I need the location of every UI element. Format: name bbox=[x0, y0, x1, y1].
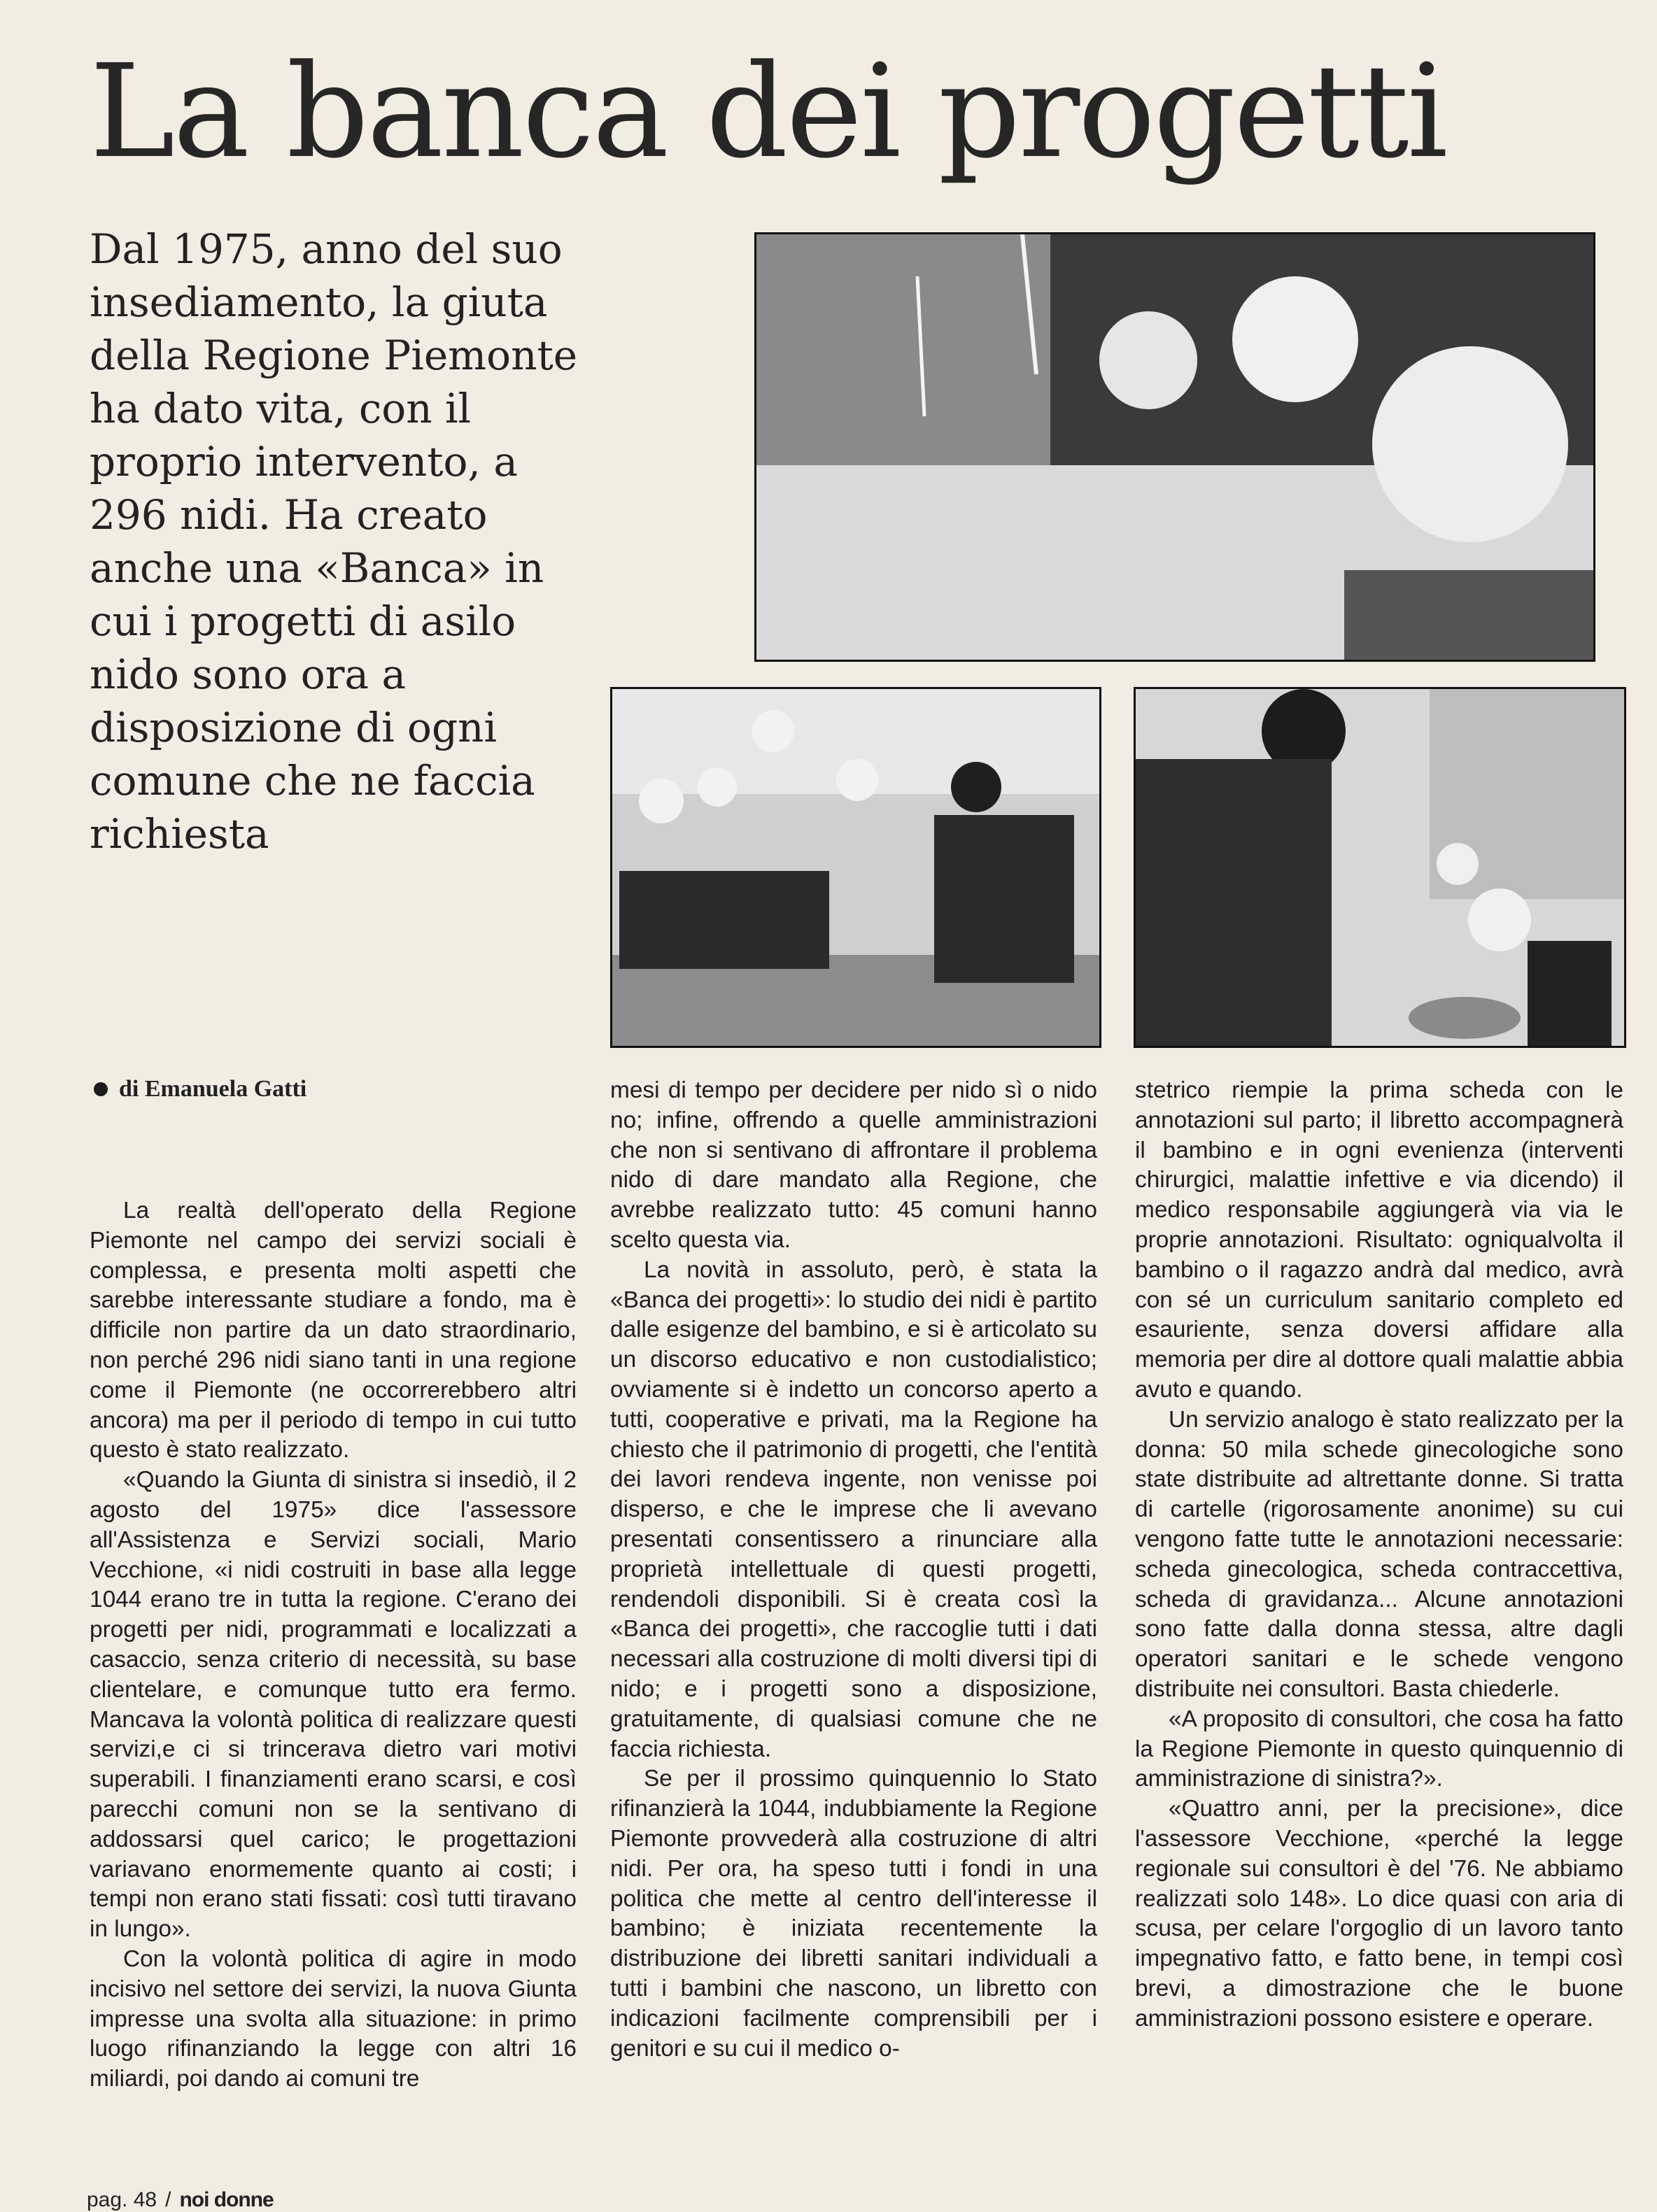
paragraph: La novità in assoluto, però, è stata la «Banca dei progetti»: lo studio dei nidi è partito dalle esigenze del bambino, e si è articolato su un discorso educativo e non custodialistico; ovviamente si è indetto un concorso aperto a tutti, cooperative e privati, ma la Regione ha chiesto che il patrimonio di progetti, che l'entità dei lavori rendeva ingente, non venisse poi disperso, e che le imprese che li avevano presentati consentissero a rinunciare alla proprietà intellettuale di questi progetti, rendendoli disponibili. Si è creata così la «Banca dei progetti», che raccoglie tutti i dati necessari alla costruzione di molti diversi tipi di nido; e i progetti sono a disposizione, gratuitamente, di qualsiasi comune che ne faccia richiesta. bbox=[610, 1256, 1097, 1762]
text-column-2 bbox=[610, 1076, 1097, 2064]
byline bbox=[94, 1076, 306, 1103]
paragraph: Se per il prossimo quinquennio lo Stato rifinanzierà la 1044, indubbiamente la Regione Piemonte provvederà alla costruzione di altri nidi. Per ora, ha speso tutti i fondi in una politica che mette al centro dell'interesse il bambino; è iniziata recentemente la distribuzione dei libretti sanitari individuali a tutti i bambini che nascono, un libretto con indicazioni facilmente comprensibili per i genitori e su cui il medico o- bbox=[610, 1766, 1097, 2062]
page-number: pag. 48 bbox=[87, 2188, 157, 2211]
bullet-icon bbox=[94, 1082, 108, 1096]
photo-children-with-teacher bbox=[610, 687, 1101, 1048]
photo-children-eating bbox=[1134, 687, 1626, 1048]
text-column-1 bbox=[90, 1196, 577, 2094]
magazine-name: noi donne bbox=[179, 2188, 274, 2211]
article-title: La banca dei progetti bbox=[90, 37, 1446, 187]
paragraph: Con la volontà politica di agire in modo incisivo nel settore dei servizi, la nuova Giunta impresse una svolta alla situazione: in primo luogo rifinanziando la legge con altri 16 miliardi, poi dando ai comuni tre bbox=[90, 1945, 577, 2092]
paragraph: Un servizio analogo è stato realizzato per la donna: 50 mila schede ginecologiche sono state distribuite ad altrettante donne. Si tratta di cartelle (rigorosamente anonime) su cui vengono fatte tutte le annotazioni necessarie: scheda ginecologica, scheda contraccettiva, scheda di gravidanza... Alcune annotazioni sono fatte dalla donna stessa, altre dagli operatori sanitari e le schede vengono distribuite nei consultori. Basta chiederle. bbox=[1135, 1406, 1623, 1702]
article-lead: Dal 1975, anno del suo insediamento, la giuta della Regione Piemonte ha dato vita, con il proprio intervento, a 296 nidi. Ha creato anche una «Banca» in cui i progetti di asilo nido sono ora a disposizione di ogni comune che ne faccia richiesta bbox=[90, 225, 578, 858]
paragraph: stetrico riempie la prima scheda con le annotazioni sul parto; il libretto accompagnerà il bambino e in ogni evenienza (interventi chirurgici, malattie infettive e via dicendo) il medico responsabile aggiungerà via via le proprie annotazioni. Risultato: ogniqualvolta il bambino o il ragazzo andrà dal medico, avrà con sé un curriculum sanitario completo ed esauriente, senza doversi affidare alla memoria per dire al dottore quali malattie abbia avuto e quando. bbox=[1135, 1077, 1623, 1403]
text-column-3 bbox=[1135, 1076, 1623, 2034]
author-name: di Emanuela Gatti bbox=[119, 1076, 307, 1102]
paragraph: «Quattro anni, per la precisione», dice l'assessore Vecchione, «perché la legge regionale sui consultori è del '76. Ne abbiamo realizzati solo 148». Lo dice quasi con aria di scusa, per celare l'orgoglio di un lavoro tanto impegnativo fatto, e fatto bene, in tempi così brevi, a dimostrazione che le buone amministrazioni possono esistere e operare. bbox=[1135, 1796, 1623, 2032]
paragraph: La realtà dell'operato della Regione Piemonte nel campo dei servizi sociali è complessa, e presenta molti aspetti che sarebbe interessante studiare a fondo, ma è difficile non partire da un dato straordinario, non perché 296 nidi siano tanti in una regione come il Piemonte (ne occorrerebbero altri ancora) ma per il periodo di tempo in cui tutto questo è stato realizzato. bbox=[90, 1198, 577, 1463]
paragraph: mesi di tempo per decidere per nido sì o nido no; infine, offrendo a quelle amministrazioni che non si sentivano di affrontare il problema nido di dare mandato alla Regione, che avrebbe realizzato tutto: 45 comuni hanno scelto questa via. bbox=[610, 1077, 1097, 1253]
footer-separator: / bbox=[165, 2188, 171, 2211]
photo-children-brushing-teeth bbox=[754, 232, 1595, 662]
paragraph: «A proposito di consultori, che cosa ha fatto la Regione Piemonte in questo quinquennio di amministrazione di sinistra?». bbox=[1135, 1706, 1623, 1792]
paragraph: «Quando la Giunta di sinistra si insediò, il 2 agosto del 1975» dice l'assessore all'Assistenza e Servizi sociali, Mario Vecchione, «i nidi costruiti in base alla legge 1044 erano tre in tutta la regione. C'erano dei progetti per nidi, programmati e localizzati a casaccio, senza criterio di necessità, su base clientelare, e comunque tutto era fermo. Mancava la volontà politica di realizzare questi servizi,e ci si trincerava dietro vari motivi superabili. I finanziamenti erano scarsi, e così parecchi comuni non se la sentivano di addossarsi quel carico; le progettazioni variavano enormemente quanto ai costi; i tempi non erano stati fissati: così tutti tiravano in lungo». bbox=[90, 1467, 577, 1943]
